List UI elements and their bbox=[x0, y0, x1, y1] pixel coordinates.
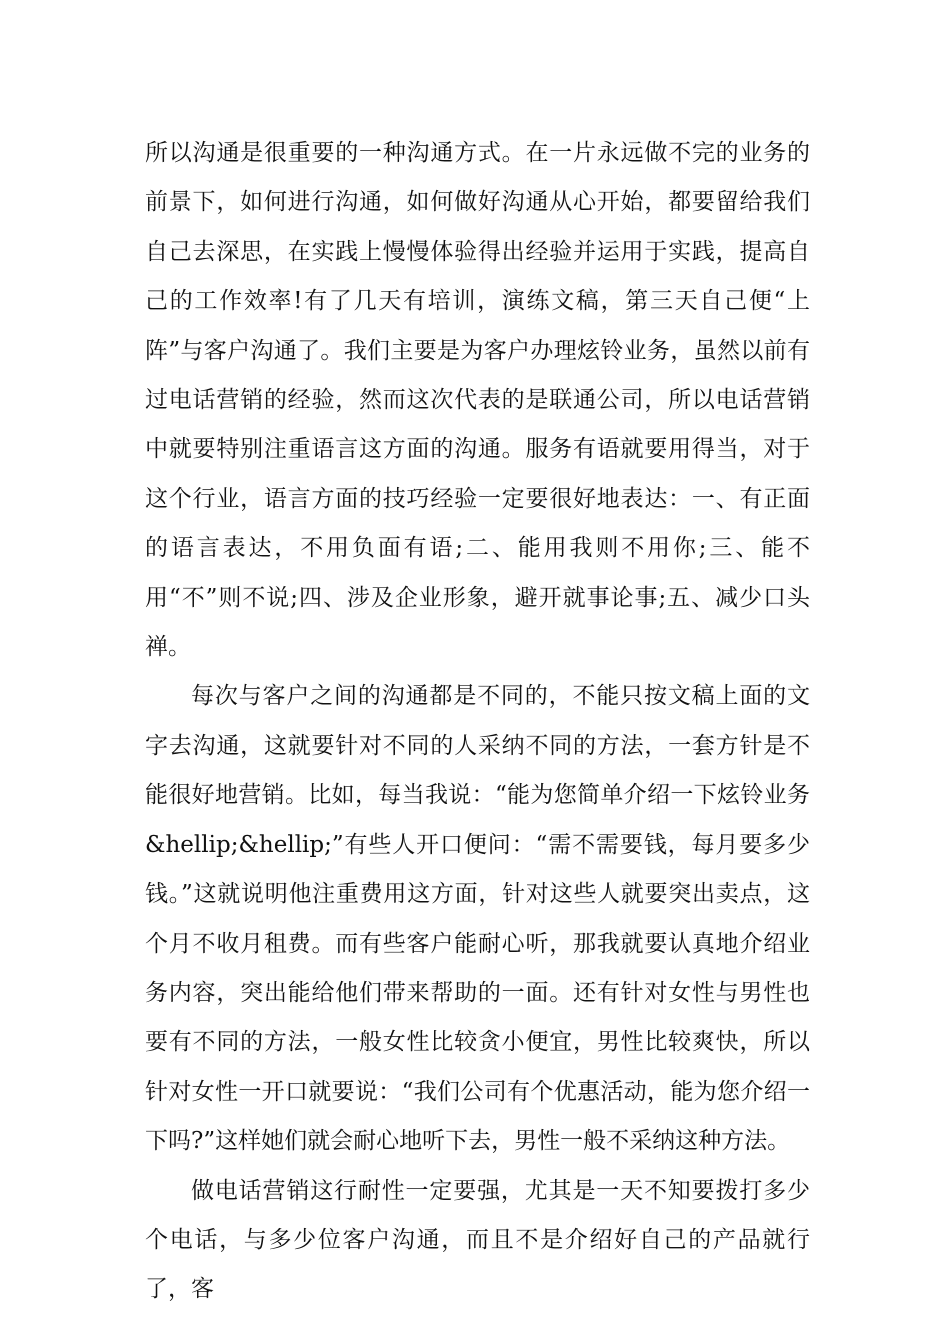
paragraph-1: 所以沟通是很重要的一种沟通方式。在一片永远做不完的业务的前景下，如何进行沟通，如何做好沟通从心开始，都要留给我们自己去深思，在实践上慢慢体验得出经验并运用于实践，提高自己的工作效率!有了几天有培训，演练文稿，第三天自己便“上阵”与客户沟通了。我们主要是为客户办理炫铃业务，虽然以前有过电话营销的经验，然而这次代表的是联通公司，所以电话营销中就要特别注重语言这方面的沟通。服务有语就要用得当，对于这个行业，语言方面的技巧经验一定要很好地表达：一、有正面的语言表达，不用负面有语;二、能用我则不用你;三、能不用“不”则不说;四、涉及企业形象，避开就事论事;五、减少口头禅。 bbox=[145, 140, 810, 661]
body-text bbox=[145, 129, 810, 1315]
paragraph-3: 做电话营销这行耐性一定要强，尤其是一天不知要拨打多少个电话，与多少位客户沟通，而且不是介绍好自己的产品就行了，客 bbox=[145, 1177, 810, 1303]
paragraph-2: 每次与客户之间的沟通都是不同的，不能只按文稿上面的文字去沟通，这就要针对不同的人采纳不同的方法，一套方针是不能很好地营销。比如，每当我说：“能为您简单介绍一下炫铃业务&hellip;&hellip;”有些人开口便问：“需不需要钱，每月要多少钱。”这就说明他注重费用这方面，针对这些人就要突出卖点，这个月不收月租费。而有些客户能耐心听，那我就要认真地介绍业务内容，突出能给他们带来帮助的一面。还有针对女性与男性也要有不同的方法，一般女性比较贪小便宜，男性比较爽快，所以针对女性一开口就要说：“我们公司有个优惠活动，能为您介绍一下吗?”这样她们就会耐心地听下去，男性一般不采纳这种方法。 bbox=[145, 683, 810, 1155]
